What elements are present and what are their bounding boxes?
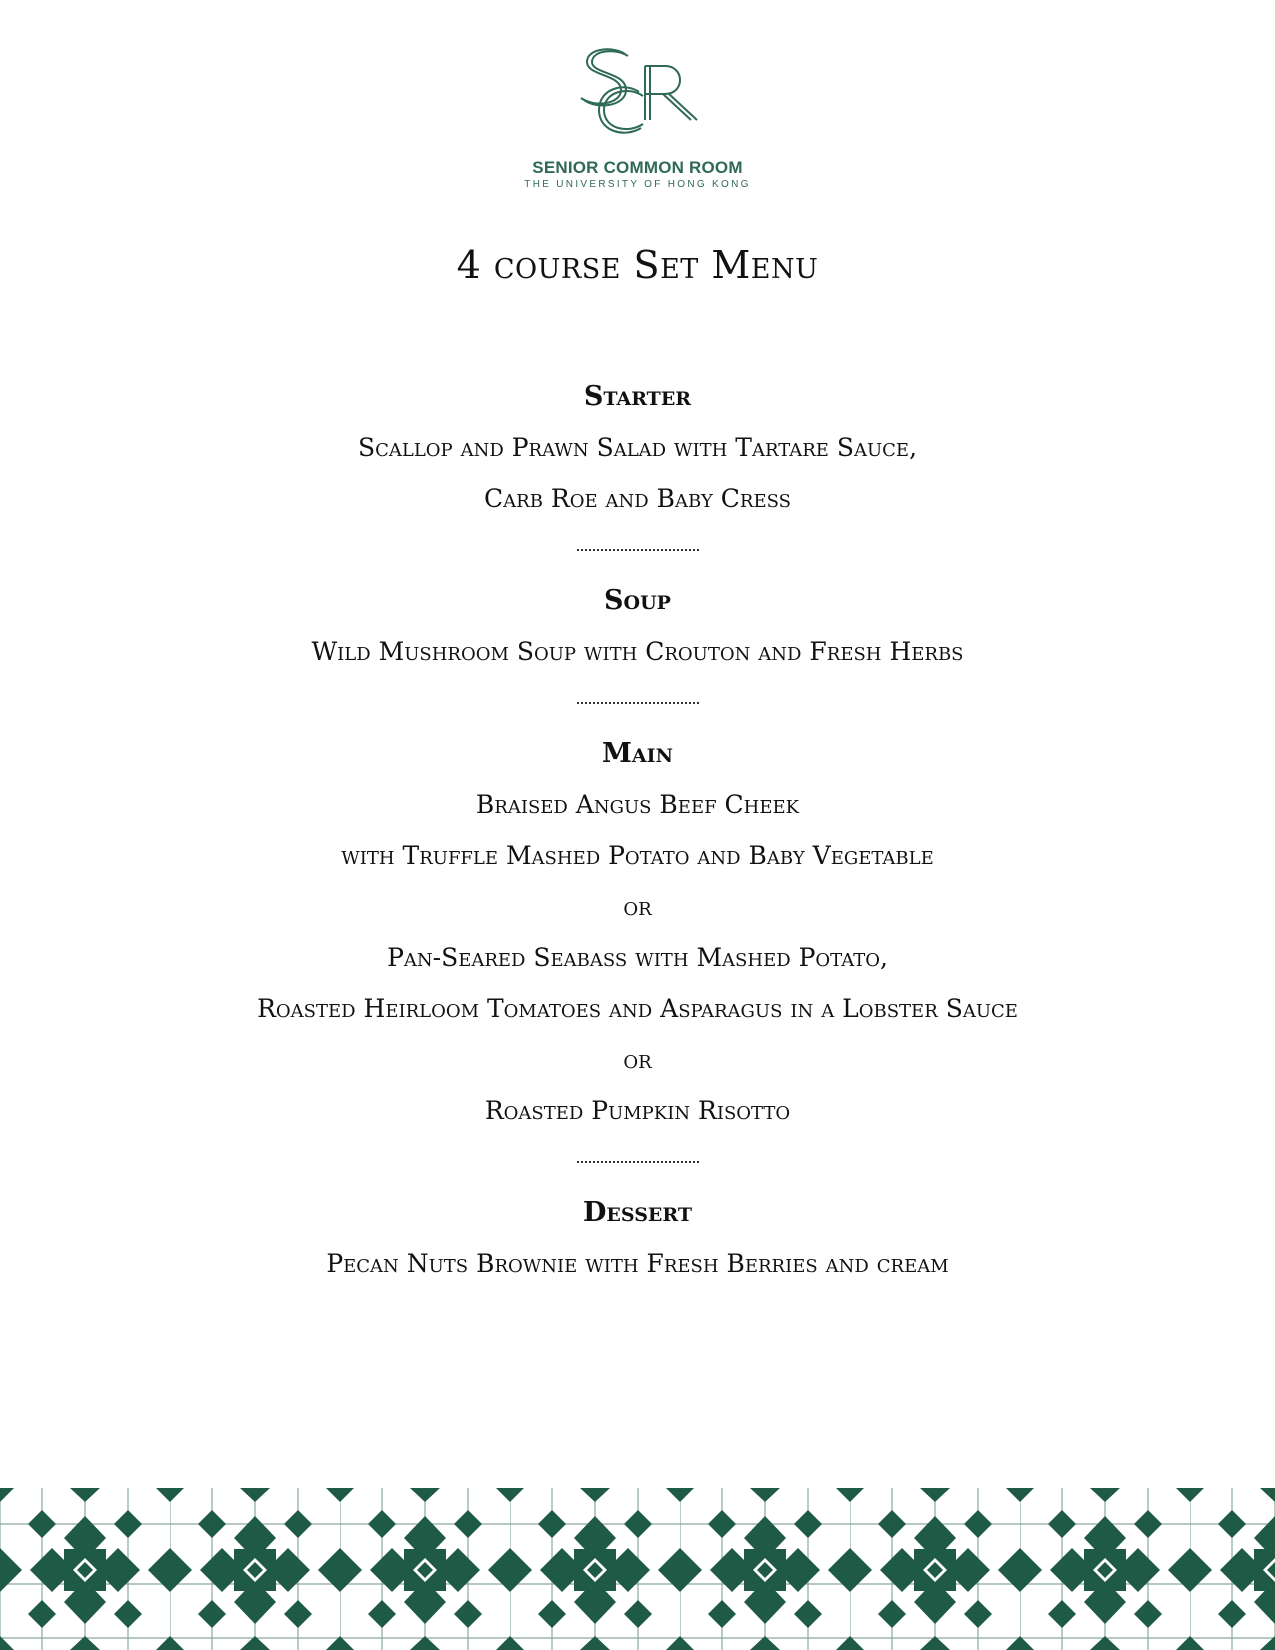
menu-body <box>0 380 1275 1298</box>
decorative-tile-pattern <box>0 1488 1275 1650</box>
course-divider <box>0 533 1275 567</box>
dish-main-line-5: Roasted Pumpkin Risotto <box>484 1096 791 1125</box>
dotted-divider <box>577 702 699 704</box>
course-title-dessert: Dessert <box>583 1197 692 1228</box>
page-title: 4 course Set Menu <box>456 243 819 287</box>
dish-main-line-4: Roasted Heirloom Tomatoes and Asparagus in a Lobster Sauce <box>257 994 1018 1023</box>
course-divider <box>0 686 1275 720</box>
course-title-starter: Starter <box>583 381 692 412</box>
scr-monogram-logo <box>573 44 703 144</box>
dish-main-line-2: with Truffle Mashed Potato and Baby Vegetable <box>341 841 934 870</box>
dish-starter-line-1: Scallop and Prawn Salad with Tartare Sauce, <box>357 433 918 462</box>
dish-main-line-3: Pan-Seared Seabass with Mashed Potato, <box>387 943 888 972</box>
header-logo <box>0 44 1275 190</box>
org-subtitle: THE UNIVERSITY OF HONG KONG <box>524 179 751 190</box>
dish-starter-line-2: Carb Roe and Baby Cress <box>484 484 791 513</box>
org-name: SENIOR COMMON ROOM <box>532 158 743 177</box>
dish-soup-line-1: Wild Mushroom Soup with Crouton and Fresh Herbs <box>311 637 964 666</box>
course-divider <box>0 1145 1275 1179</box>
dish-main-or-2: or <box>623 1045 652 1074</box>
dish-main-line-1: Braised Angus Beef Cheek <box>475 790 800 819</box>
course-title-main: Main <box>602 738 673 769</box>
dish-main-or-1: or <box>623 892 652 921</box>
dish-dessert-line-1: Pecan Nuts Brownie with Fresh Berries and cream <box>326 1249 949 1278</box>
dotted-divider <box>577 1161 699 1163</box>
dotted-divider <box>577 549 699 551</box>
course-title-soup: Soup <box>604 585 671 616</box>
